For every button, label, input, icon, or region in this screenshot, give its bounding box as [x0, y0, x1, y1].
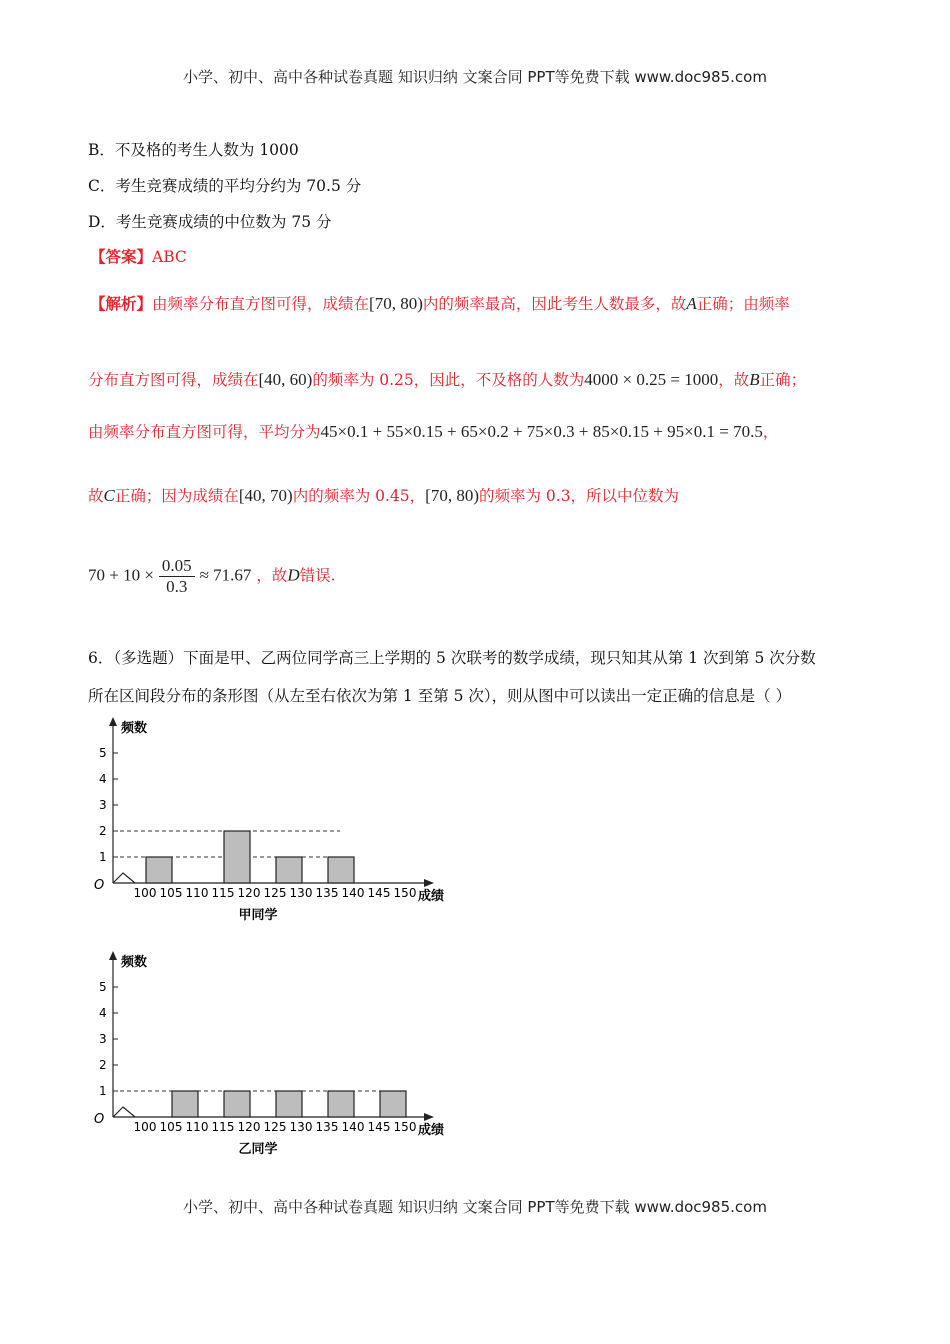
axis-break-mark: [113, 1107, 135, 1117]
x-tick-label: 150: [393, 1120, 417, 1134]
analysis-text: 由频率分布直方图可得，平均分为: [88, 423, 321, 441]
analysis-text: 错误.: [299, 566, 336, 585]
x-tick-label: 105: [159, 886, 183, 900]
question-line-1: 6．（多选题）下面是甲、乙两位同学高三上学期的 5 次联考的数学成绩，现只知其从第 1 次到第 5 次分数: [88, 649, 816, 667]
analysis-text: ，故: [718, 371, 750, 389]
axis-break-mark: [113, 873, 135, 883]
y-tick-label: 1: [99, 1084, 107, 1098]
analysis-text: ，故: [256, 566, 288, 585]
analysis-text: 正确；由频率: [696, 295, 790, 313]
x-tick-label: 140: [341, 1120, 365, 1134]
y-axis-label: 频数: [121, 721, 148, 736]
bar: [328, 1091, 354, 1117]
x-axis-label: 成绩: [418, 889, 445, 904]
analysis-text: 正确；: [759, 371, 807, 389]
x-tick-label: 105: [159, 1120, 183, 1134]
y-tick-label: 2: [99, 824, 107, 838]
x-tick-label: 150: [393, 886, 417, 900]
answer-value: ABC: [152, 248, 187, 266]
interval-70-80: [70, 80): [369, 294, 423, 313]
bar: [172, 1091, 198, 1117]
x-axis-arrow: [424, 1113, 434, 1121]
x-tick-label: 100: [133, 1120, 157, 1134]
analysis-text: ，: [762, 423, 779, 441]
analysis-text: 故: [88, 487, 104, 505]
y-tick-label: 5: [99, 746, 107, 760]
y-tick-label: 1: [99, 850, 107, 864]
x-tick-label: 120: [237, 886, 261, 900]
histogram-jia: [80, 712, 480, 932]
analysis-text: 的频率为 0.3，所以中位数为: [478, 487, 680, 505]
y-tick-label: 5: [99, 980, 107, 994]
x-tick-label: 145: [367, 1120, 391, 1134]
chart-title: 甲同学: [238, 908, 278, 923]
x-tick-label: 140: [341, 886, 365, 900]
x-tick-label: 135: [315, 1120, 339, 1134]
y-tick-label: 4: [99, 1006, 107, 1020]
bar: [146, 857, 172, 883]
x-tick-label: 125: [263, 886, 287, 900]
x-tick-label: 120: [237, 1120, 261, 1134]
footer-banner: 小学、初中、高中各种试卷真题 知识归纳 文案合同 PPT等免费下载 www.doc985.com: [183, 1198, 767, 1216]
bar: [224, 831, 250, 883]
analysis-line-5: [88, 556, 336, 597]
analysis-text: 正确；因为成绩在: [114, 487, 239, 505]
median-formula-prefix: 70 + 10 ×: [88, 565, 154, 585]
option-d-symbol: D: [287, 565, 300, 585]
bar: [276, 857, 302, 883]
analysis-text: 由频率分布直方图可得，成绩在: [152, 295, 370, 313]
y-tick-label: 3: [99, 798, 107, 812]
x-tick-label: 110: [185, 1120, 209, 1134]
median-result: ≈ 71.67: [199, 565, 252, 585]
analysis-line-3: [88, 420, 778, 442]
y-tick-label: 4: [99, 772, 107, 786]
median-fraction: [159, 556, 195, 597]
chart-title: 乙同学: [238, 1142, 278, 1157]
y-tick-label: 3: [99, 1032, 107, 1046]
fraction-denominator: 0.3: [166, 577, 188, 596]
x-tick-label: 100: [133, 886, 157, 900]
analysis-text: 内的频率最高，因此考生人数最多，故: [422, 295, 687, 313]
analysis-text: 的频率为 0.25，因此，不及格的人数为: [312, 371, 585, 389]
answer-label: 【答案】: [90, 247, 153, 266]
origin-label: O: [94, 878, 105, 893]
option-b: B．不及格的考生人数为 1000: [88, 141, 299, 159]
x-axis-arrow: [424, 879, 434, 887]
analysis-label: 【解析】: [90, 294, 153, 313]
interval-70-80: [70, 80): [425, 486, 479, 505]
option-d: D．考生竞赛成绩的中位数为 75 分: [88, 213, 332, 231]
bar: [224, 1091, 250, 1117]
y-axis-arrow: [109, 951, 117, 960]
bar: [276, 1091, 302, 1117]
analysis-text: 内的频率为 0.45，: [292, 487, 426, 505]
x-tick-label: 145: [367, 886, 391, 900]
x-tick-label: 115: [211, 886, 235, 900]
interval-40-70: [40, 70): [238, 486, 293, 505]
option-c-symbol: C: [103, 486, 115, 505]
option-a-symbol: A: [686, 294, 697, 313]
y-axis-arrow: [109, 717, 117, 726]
x-tick-label: 130: [289, 886, 313, 900]
analysis-line-1: [90, 292, 790, 314]
x-axis-label: 成绩: [418, 1123, 445, 1138]
y-axis-label: 频数: [121, 955, 148, 970]
x-tick-label: 115: [211, 1120, 235, 1134]
question-line-2: 所在区间段分布的条形图（从左至右依次为第 1 至第 5 次），则从图中可以读出一定正确的信息是（ ）: [88, 687, 792, 705]
answer-line: [90, 245, 187, 267]
x-tick-label: 125: [263, 1120, 287, 1134]
fraction-numerator: 0.05: [159, 556, 195, 577]
analysis-line-2: [88, 368, 806, 390]
x-tick-label: 110: [185, 886, 209, 900]
histogram-yi: [80, 946, 480, 1166]
analysis-line-4: [88, 484, 679, 506]
option-c: C．考生竞赛成绩的平均分约为 70.5 分: [88, 177, 362, 195]
y-tick-label: 2: [99, 1058, 107, 1072]
x-tick-label: 130: [289, 1120, 313, 1134]
bar: [328, 857, 354, 883]
analysis-text: 分布直方图可得，成绩在: [88, 371, 259, 389]
option-b-symbol: B: [749, 370, 760, 389]
x-tick-label: 135: [315, 886, 339, 900]
fail-count-formula: 4000 × 0.25 = 1000: [584, 370, 719, 389]
header-banner: 小学、初中、高中各种试卷真题 知识归纳 文案合同 PPT等免费下载 www.doc985.com: [183, 68, 767, 86]
origin-label: O: [94, 1112, 105, 1127]
interval-40-60: [40, 60): [258, 370, 313, 389]
bar: [380, 1091, 406, 1117]
mean-formula: 45×0.1 + 55×0.15 + 65×0.2 + 75×0.3 + 85×0.15 + 95×0.1 = 70.5: [320, 422, 763, 441]
